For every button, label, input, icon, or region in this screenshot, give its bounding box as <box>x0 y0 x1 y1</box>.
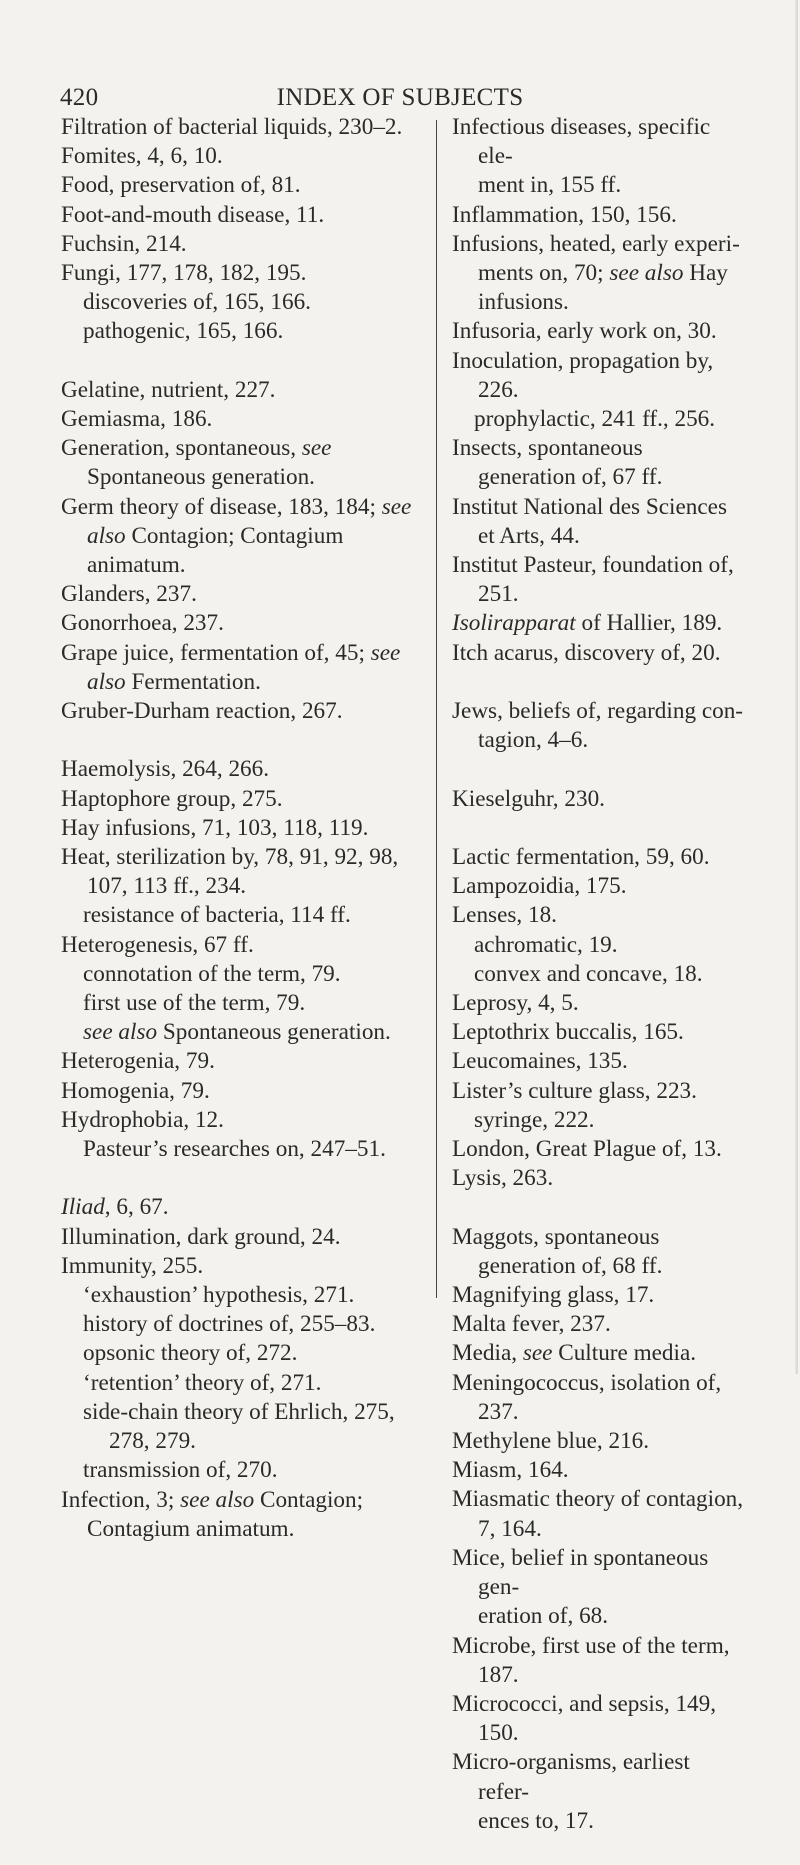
index-entry: Illumination, dark ground, 24. <box>61 1223 341 1250</box>
index-entry: Grape juice, fermentation of, 45; see also Fermentation. <box>61 639 401 695</box>
index-entry: Leprosy, 4, 5. <box>452 990 579 1017</box>
index-entry: Heterogenesis, 67 ff. <box>61 931 254 958</box>
index-entry: Insects, spontaneous generation of, 67 ff. <box>452 435 663 491</box>
index-entry: Leucomaines, 135. <box>452 1048 628 1075</box>
index-entry: Media, see Culture media. <box>452 1340 697 1367</box>
index-entry: Fuchsin, 214. <box>61 230 187 257</box>
index-entry: Lister’s culture glass, 223. <box>452 1077 697 1104</box>
index-subentry: convex and concave, 18. <box>474 960 703 987</box>
index-subentry: prophylactic, 241 ff., 256. <box>474 406 716 433</box>
index-entry: Gelatine, nutrient, 227. <box>61 376 276 403</box>
index-entry: Infusoria, early work on, 30. <box>452 318 717 345</box>
index-subentry: resistance of bacteria, 114 ff. <box>83 902 351 929</box>
index-entry: Mice, belief in spontaneous gen- eration of, 68. <box>452 1544 709 1630</box>
index-entry: Foot-and-mouth disease, 11. <box>61 201 325 228</box>
index-subentry: first use of the term, 79. <box>83 990 306 1017</box>
column-divider <box>436 120 437 1298</box>
index-entry: London, Great Plague of, 13. <box>452 1136 722 1163</box>
index-entry: Infusions, heated, early experi- ments on, 70; see also Hay infusions. <box>452 230 740 316</box>
index-entry: Glanders, 237. <box>61 581 197 608</box>
index-subentry: ‘retention’ theory of, 271. <box>83 1369 322 1396</box>
index-entry: Micrococci, and sepsis, 149, 150. <box>452 1690 717 1747</box>
index-entry: Gonorrhoea, 237. <box>61 610 224 637</box>
index-letter-group <box>61 113 431 347</box>
index-entry: Lactic fermentation, 59, 60. <box>452 844 710 871</box>
index-entry: Microbe, first use of the term, 187. <box>452 1632 730 1688</box>
index-letter-group <box>452 1223 746 1836</box>
running-title: INDEX OF SUBJECTS <box>276 84 524 111</box>
index-subentry: see also Spontaneous generation. <box>83 1019 391 1046</box>
index-subentry: transmission of, 270. <box>83 1457 278 1484</box>
index-entry: Micro-organisms, earliest refer- ences to, 17. <box>452 1749 690 1834</box>
index-entry: Hydrophobia, 12. <box>61 1106 224 1133</box>
page-edge <box>795 0 798 1374</box>
index-entry: Homogenia, 79. <box>61 1077 210 1104</box>
index-entry: Miasmatic theory of contagion, 7, 164. <box>452 1486 744 1542</box>
index-letter-group <box>61 376 431 726</box>
index-entry: Lysis, 263. <box>452 1165 554 1192</box>
index-subentry: Pasteur’s researches on, 247–51. <box>83 1136 386 1163</box>
index-entry: Magnifying glass, 17. <box>452 1282 655 1309</box>
index-subentry: opsonic theory of, 272. <box>83 1340 298 1367</box>
page-number: 420 <box>60 84 99 111</box>
index-entry: Gruber-Durham reaction, 267. <box>61 698 343 725</box>
index-letter-group <box>452 113 746 668</box>
index-entry: Infection, 3; see also Contagion; Contagium animatum. <box>61 1486 364 1542</box>
index-entry: Maggots, spontaneous generation of, 68 ff. <box>452 1223 663 1279</box>
index-entry: Isolirapparat of Hallier, 189. <box>452 610 723 637</box>
index-subentry: achromatic, 19. <box>474 931 618 958</box>
index-entry: Fomites, 4, 6, 10. <box>61 143 223 170</box>
index-letter-group <box>61 755 431 1164</box>
index-entry: Food, preservation of, 81. <box>61 172 301 199</box>
index-entry: Generation, spontaneous, see Spontaneous generation. <box>61 435 332 491</box>
index-subentry: side-chain theory of Ehrlich, 275, 278, 279. <box>83 1398 395 1455</box>
index-entry: Miasm, 164. <box>452 1457 569 1484</box>
index-letter-group <box>61 1193 431 1543</box>
index-letter-group <box>452 843 746 1193</box>
index-entry: Haptophore group, 275. <box>61 785 283 812</box>
index-letter-group <box>452 697 746 755</box>
index-entry: Heterogenia, 79. <box>61 1048 215 1075</box>
index-entry: Kieselguhr, 230. <box>452 785 605 812</box>
index-column-right <box>452 113 746 1865</box>
index-entry: Infectious diseases, specific ele- ment in, 155 ff. <box>452 114 711 199</box>
index-entry: Haemolysis, 264, 266. <box>61 756 270 783</box>
index-letter-group <box>452 785 746 814</box>
index-entry: Filtration of bacterial liquids, 230–2. <box>61 114 403 140</box>
index-entry: Inflammation, 150, 156. <box>452 201 677 228</box>
index-entry: Leptothrix buccalis, 165. <box>452 1019 684 1046</box>
index-subentry: ‘exhaustion’ hypothesis, 271. <box>83 1282 355 1309</box>
index-entry: Methylene blue, 216. <box>452 1428 650 1455</box>
index-entry: Gemiasma, 186. <box>61 406 213 433</box>
index-entry: Itch acarus, discovery of, 20. <box>452 639 721 666</box>
index-subentry: history of doctrines of, 255–83. <box>83 1311 376 1338</box>
index-entry: Lenses, 18. <box>452 902 557 929</box>
index-entry: Germ theory of disease, 183, 184; see also Contagion; Contagium animatum. <box>61 493 412 579</box>
index-subentry: connotation of the term, 79. <box>83 960 341 987</box>
index-entry: Immunity, 255. <box>61 1252 204 1279</box>
index-entry: Fungi, 177, 178, 182, 195. <box>61 260 307 287</box>
index-entry: Institut Pasteur, foundation of, 251. <box>452 552 734 608</box>
index-entry: Iliad, 6, 67. <box>61 1194 169 1221</box>
index-subentry: discoveries of, 165, 166. <box>83 289 311 316</box>
index-entry: Malta fever, 237. <box>452 1311 611 1338</box>
index-entry: Hay infusions, 71, 103, 118, 119. <box>61 814 369 841</box>
index-subentry: pathogenic, 165, 166. <box>83 318 284 345</box>
index-column-left <box>61 113 431 1573</box>
index-subentry: syringe, 222. <box>474 1106 595 1133</box>
index-entry: Jews, beliefs of, regarding con- tagion, 4–6. <box>452 698 744 754</box>
index-entry: Heat, sterilization by, 78, 91, 92, 98, 107, 113 ff., 234. <box>61 844 399 900</box>
index-entry: Meningococcus, isolation of, 237. <box>452 1369 722 1425</box>
index-entry: Institut National des Sciences et Arts, 44. <box>452 493 727 549</box>
index-entry: Inoculation, propagation by, 226. <box>452 347 714 403</box>
index-entry: Lampozoidia, 175. <box>452 873 627 900</box>
